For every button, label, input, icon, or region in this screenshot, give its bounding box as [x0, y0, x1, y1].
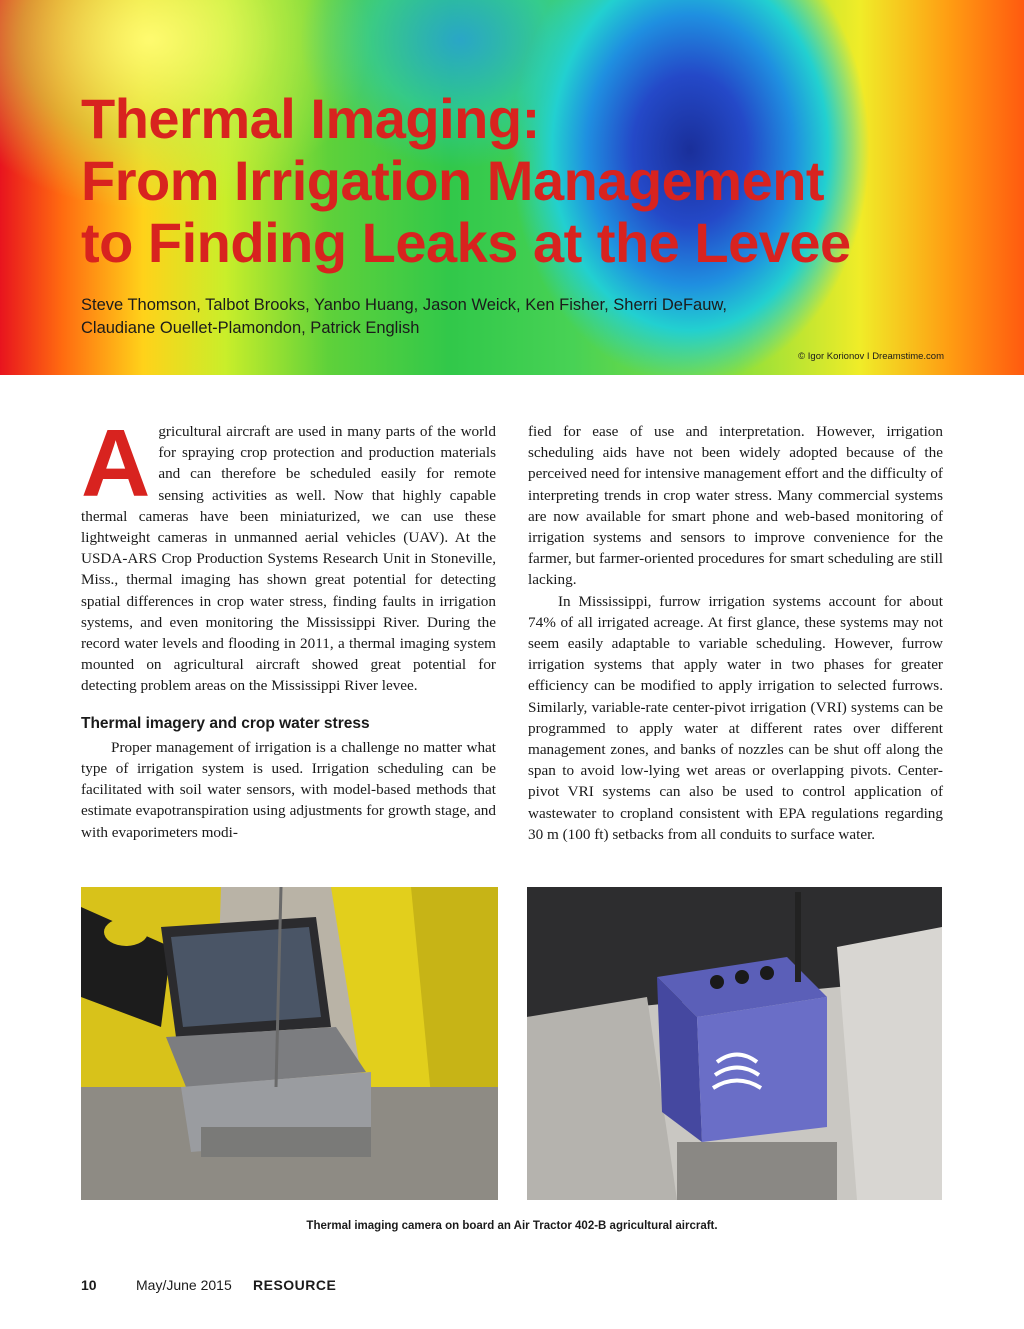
title-line-2: From Irrigation Management — [81, 149, 825, 212]
photo-thermal-camera — [527, 887, 942, 1200]
text-column-right — [528, 421, 943, 845]
paragraph-2-end: fied for ease of use and interpretation. However, irrigation scheduling aids have not been widely adopted because of the perceived need for intensive management effort and the difficulty of interpreting trends in crop water stress. Many commercial systems are now available for smart phone and web-based monitoring of irrigation systems and sensors to improve convenience for the farmer, but farmer-oriented procedures for smart scheduling are still lacking. — [528, 423, 943, 589]
paragraph-3: In Mississippi, furrow irrigation systems account for about 74% of all irrigated acreage. At first glance, these systems may not seem easily adaptable to variable scheduling. However, furrow irrigation systems that apply water in two phases for greater efficiency can be modified to apply irrigation to selected furrows. Similarly, variable-rate center-pivot irrigation (VRI) systems can be programmed to apply water at different rates over different management zones, and banks of nozzles can be shut off along the span to avoid low-lying wet areas or overlapping pivots. Center-pivot VRI systems can also be used to control application of wastewater to cropland consistent with EPA regulations regarding 30 m (100 ft) setbacks from all conduits to surface water. — [528, 592, 943, 843]
photo-laptop-on-aircraft — [81, 887, 498, 1200]
page-number: 10 — [81, 1277, 97, 1293]
drop-cap: A — [81, 410, 151, 517]
magazine-name: RESOURCE — [253, 1277, 337, 1293]
authors-line-1: Steve Thomson, Talbot Brooks, Yanbo Huang, Jason Weick, Ken Fisher, Sherri DeFauw, — [81, 296, 727, 314]
text-column-left — [81, 410, 496, 843]
image-credit: © Igor Korionov I Dreamstime.com — [798, 351, 944, 362]
thermal-banner — [0, 0, 1024, 375]
photo-caption: Thermal imaging camera on board an Air Tractor 402-B agricultural aircraft. — [306, 1220, 718, 1232]
section-heading: Thermal imagery and crop water stress — [81, 714, 370, 732]
article-title — [81, 88, 851, 274]
author-list — [81, 294, 727, 340]
paragraph-2-start: Proper management of irrigation is a challenge no matter what type of irrigation system is used. Irrigation scheduling can be facilitated with soil water sensors, with model-based methods that estimate evapotranspiration using adjustments for growth stage, and with evaporimeters modi- — [81, 738, 496, 841]
title-line-1: Thermal Imaging: — [81, 87, 540, 150]
intro-paragraph — [81, 410, 496, 697]
intro-text: gricultural aircraft are used in many parts of the world for spraying crop protection and production materials and can therefore be scheduled easily for remote sensing activities as well. Now that highly capable thermal cameras have been miniaturized, we can use these lightweight cameras in unmanned aerial vehicles (UAV). At the USDA-ARS Crop Production Systems Research Unit in Stoneville, Miss., thermal imaging has shown great potential for detecting spatial differences in crop water stress, finding faults in irrigation systems, and even monitoring the Mississippi River. During the record water levels and flooding in 2011, a thermal imaging system mounted on agricultural aircraft showed great potential for detecting problem areas on the Mississippi River levee. — [81, 423, 496, 695]
page-footer — [81, 1277, 336, 1293]
title-line-3: to Finding Leaks at the Levee — [81, 211, 851, 274]
issue-date: May/June 2015 — [136, 1277, 232, 1293]
authors-line-2: Claudiane Ouellet-Plamondon, Patrick English — [81, 319, 420, 337]
